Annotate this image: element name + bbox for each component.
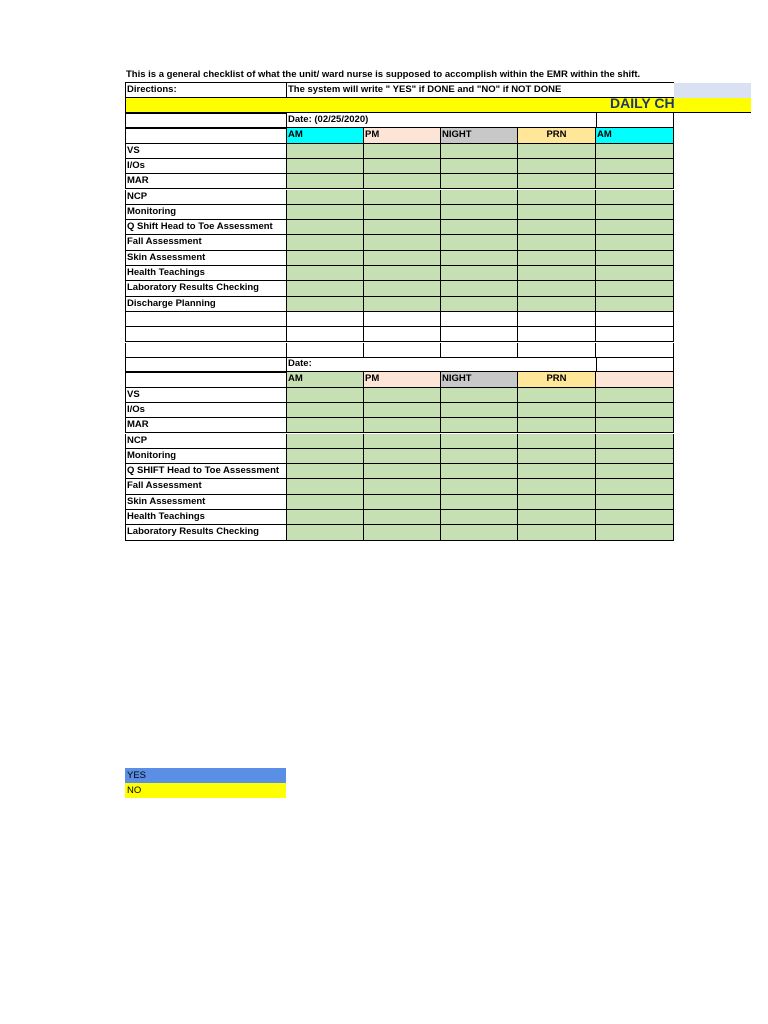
column-header-prn: PRN [518, 128, 596, 143]
status-cell[interactable] [518, 174, 596, 189]
status-cell[interactable] [518, 220, 596, 235]
status-cell[interactable] [441, 403, 518, 418]
status-cell[interactable] [287, 174, 364, 189]
intro-text: This is a general checklist of what the unit/ ward nurse is supposed to accomplish within the EMR within the shift. [125, 68, 674, 83]
status-cell[interactable] [596, 479, 674, 494]
checklist-item-label: NCP [125, 190, 287, 205]
status-cell[interactable] [518, 418, 596, 433]
status-cell[interactable] [518, 281, 596, 296]
status-cell[interactable] [287, 235, 364, 250]
checklist-item-label: Health Teachings [125, 510, 287, 525]
status-cell[interactable] [441, 174, 518, 189]
status-cell[interactable] [364, 190, 441, 205]
status-cell[interactable] [596, 418, 674, 433]
checklist-item-label: Fall Assessment [125, 235, 287, 250]
status-cell[interactable] [287, 281, 364, 296]
blank-cell[interactable] [441, 312, 518, 327]
checklist-item-label: Skin Assessment [125, 495, 287, 510]
status-cell[interactable] [518, 388, 596, 403]
status-cell[interactable] [441, 235, 518, 250]
status-cell[interactable] [518, 495, 596, 510]
status-cell[interactable] [364, 525, 441, 540]
status-cell[interactable] [518, 464, 596, 479]
status-cell[interactable] [287, 464, 364, 479]
status-cell[interactable] [596, 174, 674, 189]
status-cell[interactable] [364, 220, 441, 235]
status-cell[interactable] [441, 144, 518, 159]
status-cell[interactable] [364, 495, 441, 510]
directions-text: The system will write " YES" if DONE and "NO" if NOT DONE [287, 83, 674, 98]
banner-title: DAILY CH [610, 95, 675, 111]
status-cell[interactable] [364, 297, 441, 312]
blank-row-label [125, 327, 287, 342]
status-cell[interactable] [518, 403, 596, 418]
status-cell[interactable] [287, 403, 364, 418]
blank-cell[interactable] [518, 343, 596, 358]
blank-cell[interactable] [287, 327, 364, 342]
status-cell[interactable] [441, 251, 518, 266]
date-row-label-cell [125, 113, 287, 128]
checklist-item-label: Discharge Planning [125, 297, 287, 312]
status-cell[interactable] [287, 510, 364, 525]
status-cell[interactable] [287, 449, 364, 464]
blank-cell[interactable] [287, 343, 364, 358]
checklist-item-label: VS [125, 144, 287, 159]
status-cell[interactable] [364, 266, 441, 281]
status-cell[interactable] [364, 510, 441, 525]
status-cell[interactable] [518, 144, 596, 159]
blank-cell[interactable] [364, 343, 441, 358]
status-cell[interactable] [441, 388, 518, 403]
status-cell[interactable] [287, 418, 364, 433]
column-header-night: NIGHT [441, 128, 518, 143]
status-cell[interactable] [287, 434, 364, 449]
status-cell[interactable] [596, 388, 674, 403]
status-cell[interactable] [441, 281, 518, 296]
status-cell[interactable] [596, 403, 674, 418]
date-label: Date: [287, 357, 596, 372]
column-header-am: AM [596, 128, 674, 143]
status-cell[interactable] [518, 525, 596, 540]
status-cell[interactable] [364, 235, 441, 250]
status-cell[interactable] [596, 266, 674, 281]
status-cell[interactable] [441, 525, 518, 540]
status-cell[interactable] [287, 251, 364, 266]
status-cell[interactable] [518, 449, 596, 464]
status-cell[interactable] [364, 434, 441, 449]
status-cell[interactable] [441, 297, 518, 312]
status-cell[interactable] [518, 266, 596, 281]
checklist-item-label: Monitoring [125, 205, 287, 220]
checklist-item-label: MAR [125, 174, 287, 189]
column-header-night: NIGHT [441, 372, 518, 387]
blank-cell[interactable] [441, 327, 518, 342]
blank-cell[interactable] [596, 327, 674, 342]
status-cell[interactable] [364, 449, 441, 464]
status-cell[interactable] [596, 434, 674, 449]
blank-cell[interactable] [596, 312, 674, 327]
status-cell[interactable] [596, 159, 674, 174]
status-cell[interactable] [441, 434, 518, 449]
blank-cell[interactable] [596, 343, 674, 358]
blank-cell[interactable] [518, 327, 596, 342]
date-row-label-cell [125, 357, 287, 372]
checklist-item-label: Fall Assessment [125, 479, 287, 494]
banner-tail [674, 83, 751, 98]
date-row-end-cell [596, 357, 674, 372]
status-cell[interactable] [441, 510, 518, 525]
status-cell[interactable] [441, 418, 518, 433]
status-cell[interactable] [441, 449, 518, 464]
status-cell[interactable] [287, 388, 364, 403]
status-cell[interactable] [364, 144, 441, 159]
blank-cell[interactable] [287, 312, 364, 327]
checklist-item-label: VS [125, 388, 287, 403]
blank-cell[interactable] [364, 312, 441, 327]
status-cell[interactable] [287, 495, 364, 510]
checklist-item-label: Q Shift Head to Toe Assessment [125, 220, 287, 235]
status-cell[interactable] [364, 479, 441, 494]
checklist-item-label: Health Teachings [125, 266, 287, 281]
status-cell[interactable] [441, 220, 518, 235]
date-row-end-cell [596, 113, 674, 128]
status-cell[interactable] [596, 495, 674, 510]
status-cell[interactable] [287, 525, 364, 540]
status-cell[interactable] [518, 434, 596, 449]
status-cell[interactable] [364, 464, 441, 479]
legend-no: NO [125, 783, 286, 798]
status-cell[interactable] [441, 479, 518, 494]
status-cell[interactable] [596, 251, 674, 266]
status-cell[interactable] [596, 235, 674, 250]
status-cell[interactable] [287, 266, 364, 281]
blank-cell[interactable] [441, 343, 518, 358]
status-cell[interactable] [518, 479, 596, 494]
status-cell[interactable] [596, 525, 674, 540]
status-cell[interactable] [596, 144, 674, 159]
header-label-cell [125, 128, 287, 143]
date-label: Date: (02/25/2020) [287, 113, 596, 128]
status-cell[interactable] [287, 190, 364, 205]
status-cell[interactable] [287, 479, 364, 494]
status-cell[interactable] [518, 159, 596, 174]
column-header-pm: PM [364, 372, 441, 387]
status-cell[interactable] [441, 495, 518, 510]
status-cell[interactable] [287, 220, 364, 235]
status-cell[interactable] [518, 235, 596, 250]
checklist-item-label: Monitoring [125, 449, 287, 464]
status-cell[interactable] [596, 449, 674, 464]
blank-row-label [125, 343, 287, 358]
status-cell[interactable] [518, 297, 596, 312]
status-cell[interactable] [364, 159, 441, 174]
blank-cell[interactable] [518, 312, 596, 327]
status-cell[interactable] [596, 190, 674, 205]
status-cell[interactable] [596, 281, 674, 296]
status-cell[interactable] [596, 464, 674, 479]
status-cell[interactable] [364, 388, 441, 403]
column-header-pm: PM [364, 128, 441, 143]
status-cell[interactable] [596, 297, 674, 312]
header-label-cell [125, 372, 287, 387]
column-header-prn: PRN [518, 372, 596, 387]
checklist-item-label: Q SHIFT Head to Toe Assessment [125, 464, 287, 479]
status-cell[interactable] [518, 251, 596, 266]
status-cell[interactable] [441, 464, 518, 479]
status-cell[interactable] [364, 281, 441, 296]
status-cell[interactable] [287, 159, 364, 174]
status-cell[interactable] [364, 251, 441, 266]
column-header-am: AM [287, 128, 364, 143]
checklist-item-label: Laboratory Results Checking [125, 525, 287, 540]
status-cell[interactable] [518, 205, 596, 220]
checklist-item-label: MAR [125, 418, 287, 433]
legend-yes: YES [125, 768, 286, 783]
status-cell[interactable] [287, 144, 364, 159]
checklist-item-label: Laboratory Results Checking [125, 281, 287, 296]
directions-label: Directions: [125, 83, 287, 98]
column-header-am: AM [287, 372, 364, 387]
checklist-item-label: I/Os [125, 159, 287, 174]
blank-row-label [125, 312, 287, 327]
checklist-item-label: I/Os [125, 403, 287, 418]
status-cell[interactable] [441, 159, 518, 174]
status-cell[interactable] [596, 220, 674, 235]
status-cell[interactable] [287, 205, 364, 220]
status-cell[interactable] [518, 190, 596, 205]
status-cell[interactable] [364, 205, 441, 220]
status-cell[interactable] [364, 174, 441, 189]
column-header-blank [596, 372, 674, 387]
status-cell[interactable] [287, 297, 364, 312]
blank-cell[interactable] [364, 327, 441, 342]
status-cell[interactable] [364, 418, 441, 433]
status-cell[interactable] [596, 510, 674, 525]
checklist-item-label: NCP [125, 434, 287, 449]
status-cell[interactable] [364, 403, 441, 418]
status-cell[interactable] [441, 205, 518, 220]
checklist-item-label: Skin Assessment [125, 251, 287, 266]
status-cell[interactable] [441, 190, 518, 205]
status-cell[interactable] [596, 205, 674, 220]
status-cell[interactable] [441, 266, 518, 281]
status-cell[interactable] [518, 510, 596, 525]
